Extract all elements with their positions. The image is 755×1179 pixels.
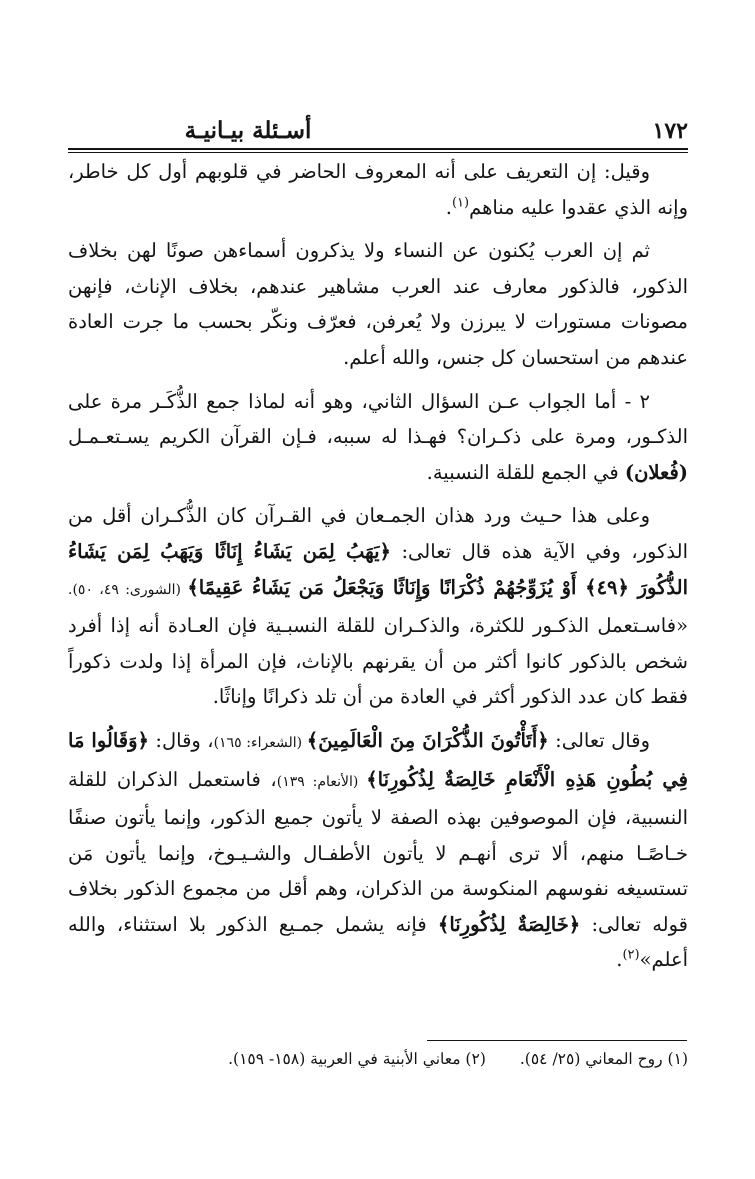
quran-verse-shuara: ﴿أَتَأْتُونَ الذُّكْرَانَ مِنَ الْعَالَمِينَ﴾: [306, 728, 549, 752]
page-number: ١٧٢: [652, 118, 688, 144]
footnote-ref-1: (١): [451, 195, 470, 211]
page-header: [68, 116, 688, 146]
footnote-2: (٢) معاني الأبنية في العربية (١٥٨- ١٥٩).: [228, 1050, 486, 1068]
quran-verse-khalisa: ﴿خَالِصَةٌ لِذُكُورِنَا﴾: [437, 912, 581, 936]
footnotes: [68, 1046, 688, 1072]
footnote-ref-2: (٢): [622, 947, 640, 963]
fulan-pattern: (فُعلان): [624, 460, 688, 484]
verse-reference-shura: (الشورى: ٤٩، ٥٠).: [68, 581, 188, 598]
quran-verse-anam: ﴿وَقَالُوا مَا فِي بُطُونِ هَذِهِ الْأَنْعَامِ خَالِصَةٌ لِذُكُورِنَا﴾: [68, 728, 688, 791]
paragraph-4: وعلى هذا حـيث ورد هذان الجمـعان في القـرآن كان الذُّكـران أقل من الذكور، وفي الآية هذه قال تعالى: ﴿يَهَبُ لِمَن يَشَاءُ إِنَاثًا وَيَهَبُ لِمَن يَشَاءُ الذُّكُورَ ﴿٤٩﴾ أَوْ يُزَوِّجُهُمْ ذُكْرَانًا وَإِنَاثًا وَيَجْعَلُ مَن يَشَاءُ عَقِيمًا﴾ (الشورى: ٤٩، ٥٠). «فاسـتعمل الذكـور للكثرة، والذكـران للقلة النسبـية فإن العـادة أنه إذا أفرد شخص بالذكور كانوا أكثر من أن يقرنهم بالإناث، فإن المرأة إذا ولدت ذكوراً فقط كان عدد الذكور أكثر في العادة من أن تلد ذكرانًا وإناثًا.: [68, 504, 688, 709]
header-divider: [68, 148, 688, 153]
paragraph-5: وقال تعالى: ﴿أَتَأْتُونَ الذُّكْرَانَ مِنَ الْعَالَمِينَ﴾ (الشعراء: ١٦٥)، وقال: ﴿وَقَالُوا مَا فِي بُطُونِ هَذِهِ الْأَنْعَامِ خَالِصَةٌ لِذُكُورِنَا﴾ (الأنعام: ١٣٩)، فاستعمل الذكران للقلة النسبية، فإن الموصوفين بهذه الصفة لا يأتون جميع الذكور، وإنما يأتون صنفًا خـاصًـا منهم، ألا ترى أنهـم لا يأتون الأطفـال والشـيـوخ، وإنما يأتون مَن تستسيغه نفوسهم المنكوسة من الذكران، وهم أقل من مجموع الذكور بخلاف قوله تعالى: ﴿خَالِصَةٌ لِذُكُورِنَا﴾ فإنه يشمل جمـيع الذكور بلا استثناء، والله أعلم»$^{(٢)}$.: [68, 728, 689, 972]
verse-reference-shuara: (الشعراء: ١٦٥): [213, 734, 307, 751]
book-title: أسـئلة بيـانيـة: [184, 117, 312, 144]
paragraph-3: ٢ - أما الجواب عـن السؤال الثاني، وهو أنه لماذا جمع الذُّكَـر مرة على الذكـور، ومرة على ذكـران؟ فهـذا له سببه، فـإن القرآن الكريم يسـتعـمـل (فُعلان) في الجمع للقلة النسبية.: [68, 389, 688, 484]
paragraph-1: وقيل: إن التعريف على أنه المعروف الحاضر في قلوبهم أول كل خاطر، وإنه الذي عقدوا عليه مناهم$^{(١)}$.: [68, 160, 688, 219]
main-text: [68, 154, 688, 978]
quran-verse-shura: ﴿يَهَبُ لِمَن يَشَاءُ إِنَاثًا وَيَهَبُ لِمَن يَشَاءُ الذُّكُورَ ﴿٤٩﴾ أَوْ يُزَوِّجُهُمْ ذُكْرَانًا وَإِنَاثًا وَيَجْعَلُ مَن يَشَاءُ عَقِيمًا﴾: [68, 539, 688, 599]
footnote-1: (١) روح المعاني (٢٥/ ٥٤).: [519, 1050, 688, 1068]
verse-reference-anam: (الأنعام: ١٣٩): [276, 773, 367, 790]
footnote-divider: [427, 1040, 687, 1041]
paragraph-2: ثم إن العرب يُكنون عن النساء ولا يذكرون أسماءهن صونًا لهن بخلاف الذكور، فالذكور معارف عند العرب مشاهير عندهم، بخلاف الإناث، فإنهن مصونات مستورات لا يبرزن ولا يُعرفن، فعرّف ونكّر بحسب ما جرت العادة عندهم من استحسان كل جنس، والله أعلم.: [68, 239, 688, 369]
